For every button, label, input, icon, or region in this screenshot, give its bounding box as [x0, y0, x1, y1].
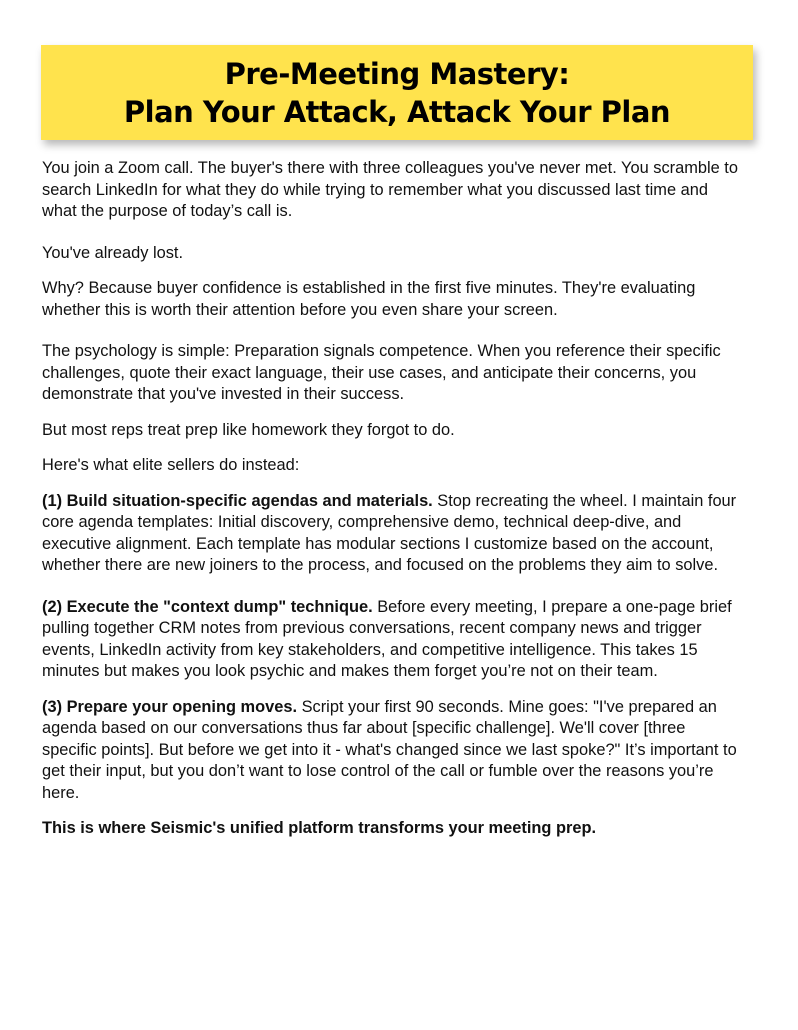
point-1-body: Stop recreating the wheel. I maintain four core agenda templates: Initial discovery, comprehensive demo, technical deep-dive, and executive alignment. Each template has modular sections I customize based on the account, whether there are new joiners to the process, and focused on the problems they aim to solve. — [42, 491, 737, 574]
reps-paragraph: But most reps treat prep like homework they forgot to do. — [42, 420, 455, 439]
point-2 — [42, 597, 742, 683]
point-1 — [42, 491, 742, 577]
point-2-lead: (2) Execute the "context dump" technique. — [42, 597, 373, 616]
why-paragraph: Why? Because buyer confidence is established in the first five minutes. They're evaluating whether this is worth their attention before you even share your screen. — [42, 279, 696, 319]
closing-statement: This is where Seismic's unified platform transforms your meeting prep. — [42, 819, 597, 837]
point-3 — [42, 697, 742, 805]
point-3-lead: (3) Prepare your opening moves. — [42, 697, 298, 716]
title-banner — [41, 45, 753, 140]
title-line-2: Plan Your Attack, Attack Your Plan — [123, 94, 671, 129]
lost-paragraph: You've already lost. — [42, 243, 184, 262]
elite-sellers-paragraph: Here's what elite sellers do instead: — [42, 456, 300, 474]
title-line-1: Pre-Meeting Mastery: — [224, 56, 570, 91]
point-3-body: Script your first 90 seconds. Mine goes: "I've prepared an agenda based on our conversations thus far about [specific challenge]. We'll cover [three specific points]. But before we get into it - what's changed since we last spoke?" It’s important to get their input, but you don’t want to lose control of the call or fumble over the reasons you’re here. — [42, 697, 737, 802]
article-body — [42, 158, 742, 854]
intro-paragraph: You join a Zoom call. The buyer's there with three colleagues you've never met. You scramble to search LinkedIn for what they do while trying to remember what you discussed last time and what the purpose of today’s call is. — [42, 159, 738, 220]
point-1-lead: (1) Build situation-specific agendas and materials. — [42, 491, 433, 510]
point-2-body: Before every meeting, I prepare a one-page brief pulling together CRM notes from previous conversations, recent company news and trigger events, LinkedIn activity from key stakeholders, and competitive intelligence. This takes 15 minutes but makes you look psychic and makes them forget you’re not on their team. — [42, 597, 732, 680]
psychology-paragraph: The psychology is simple: Preparation signals competence. When you reference their specific challenges, quote their exact language, their use cases, and anticipate their concerns, you demonstrate that you've invested in their success. — [42, 342, 721, 403]
